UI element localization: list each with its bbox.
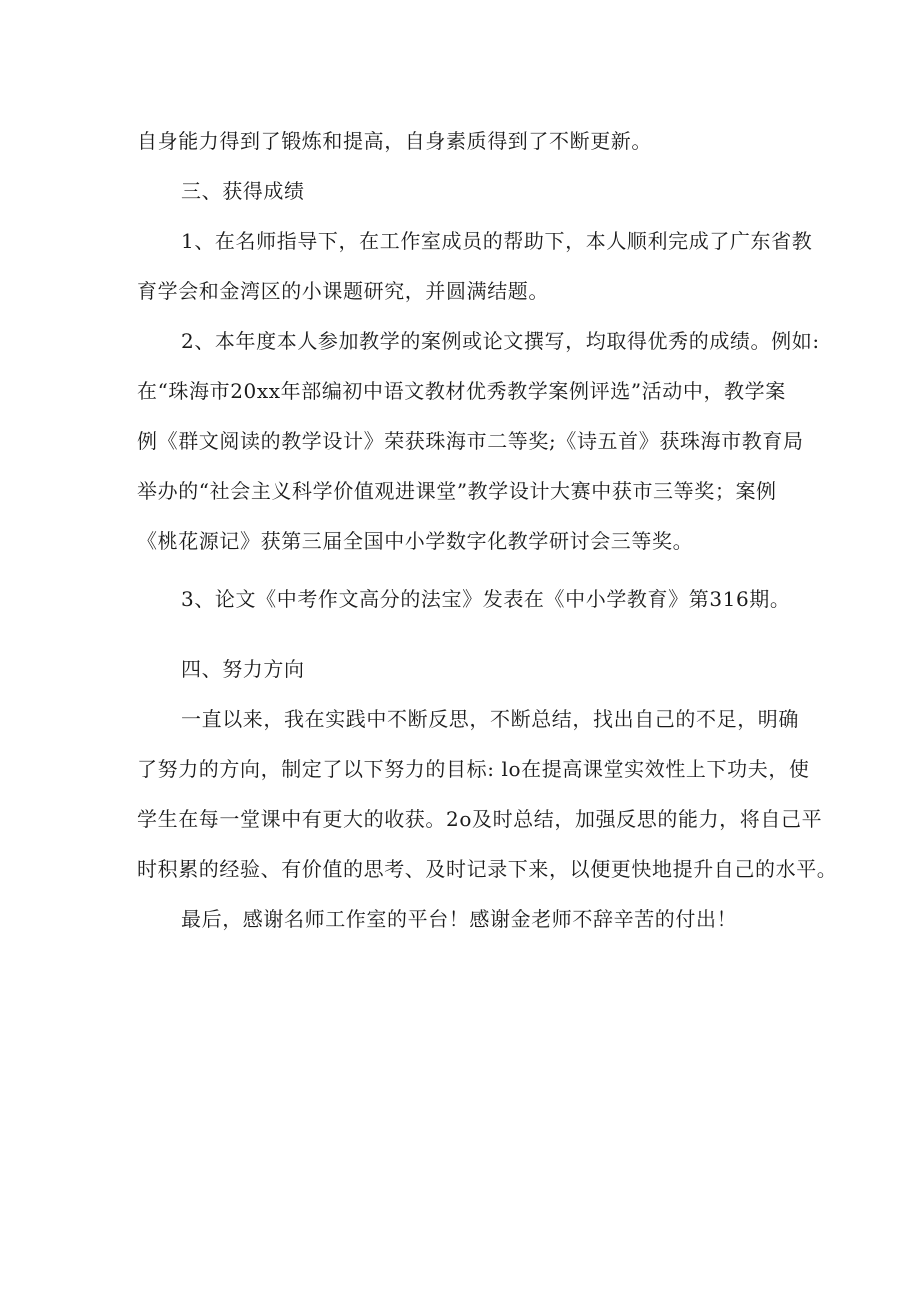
document-page — [137, 122, 838, 938]
paragraph-line: 时积累的经验、有价值的思考、及时记录下来，以便更快地提升自己的水平。 — [137, 857, 838, 881]
paragraph-line: 1、在名师指导下，在工作室成员的帮助下，本人顺利完成了广东省教 — [181, 229, 813, 253]
paragraph-line: 3、论文《中考作文高分的法宝》发表在《中小学教育》第316期。 — [181, 587, 791, 611]
paragraph-line: 了努力的方向，制定了以下努力的目标: lo在提高课堂实效性上下功夫，使 — [137, 757, 810, 781]
paragraph-line: 育学会和金湾区的小课题研究，并圆满结题。 — [137, 279, 549, 303]
section-heading: 四、努力方向 — [181, 657, 305, 681]
paragraph-line: 举办的“社会主义科学价值观进课堂”教学设计大赛中获市三等奖；案例 — [137, 479, 777, 503]
paragraph-line: 一直以来，我在实践中不断反思，不断总结，找出自己的不足，明确 — [181, 707, 799, 731]
section-heading: 三、获得成绩 — [181, 179, 305, 203]
paragraph-line: 在“珠海市20xx年部编初中语文教材优秀教学案例评选”活动中，教学案 — [137, 379, 786, 403]
closing-line: 最后，感谢名师工作室的平台！感谢金老师不辞辛苦的付出！ — [181, 907, 738, 931]
paragraph-line: 《桃花源记》获第三届全国中小学数字化教学研讨会三等奖。 — [137, 529, 694, 553]
paragraph-line: 学生在每一堂课中有更大的收获。2o及时总结，加强反思的能力，将自己平 — [137, 807, 823, 831]
paragraph-line: 自身能力得到了锻炼和提高，自身素质得到了不断更新。 — [137, 129, 652, 153]
paragraph-line: 例《群文阅读的教学设计》荣获珠海市二等奖;《诗五首》获珠海市教育局 — [137, 429, 804, 453]
paragraph-line: 2、本年度本人参加教学的案例或论文撰写，均取得优秀的成绩。例如: — [181, 329, 820, 353]
